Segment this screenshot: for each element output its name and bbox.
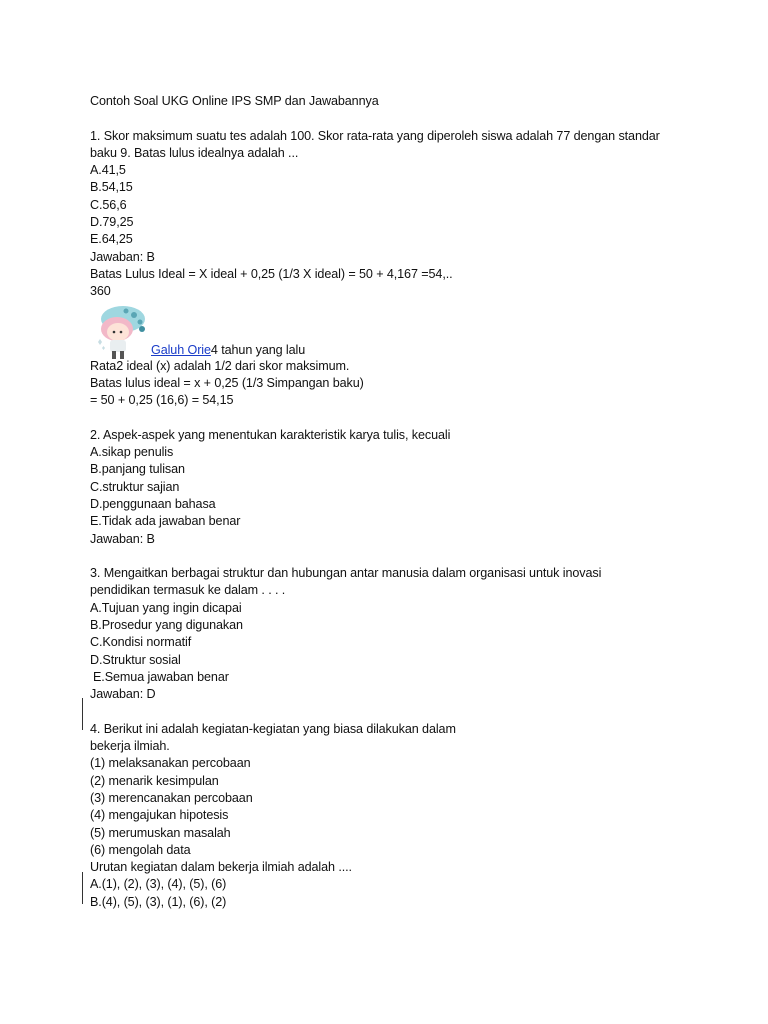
comment-line-3: = 50 + 0,25 (16,6) = 54,15 [90,393,234,408]
document-body [90,93,730,911]
q2-answer: Jawaban: B [90,531,155,546]
q2-text: 2. Aspek-aspek yang menentukan karakteristik karya tulis, kecuali [90,427,451,442]
q4-step-5: (5) merumuskan masalah [90,825,231,840]
q3-option-b: B.Prosedur yang digunakan [90,618,243,633]
document-title: Contoh Soal UKG Online IPS SMP dan Jawabannya [90,94,379,108]
comment [90,302,730,358]
q2-option-e: E.Tidak ada jawaban benar [90,514,241,529]
q3-option-d: D.Struktur sosial [90,652,181,667]
comment-line-1: Rata2 ideal (x) adalah 1/2 dari skor maksimum. [90,358,350,373]
q1-option-c: C.56,6 [90,197,127,212]
q4-step-4: (4) mengajukan hipotesis [90,808,229,823]
q1-option-b: B.54,15 [90,180,133,195]
comment-time: 4 tahun yang lalu [210,342,306,357]
q1-text-line1: 1. Skor maksimum suatu tes adalah 100. Skor rata-rata yang diperoleh siswa adalah 77 dengan standar [90,128,660,143]
q2-option-c: C.struktur sajian [90,479,180,494]
q4-text-line1: 4. Berikut ini adalah kegiatan-kegiatan yang biasa dilakukan dalam [90,721,456,736]
comment-meta [151,342,305,359]
text-caret-marker [82,698,83,730]
q4-step-1: (1) melaksanakan percobaan [90,756,251,771]
comment-author-link[interactable]: Galuh Orie [151,342,211,357]
q3-text-line1: 3. Mengaitkan berbagai struktur dan hubungan antar manusia dalam organisasi untuk inovasi [90,566,602,581]
q2-option-d: D.penggunaan bahasa [90,496,216,511]
comment-line-2: Batas lulus ideal = x + 0,25 (1/3 Simpangan baku) [90,375,364,390]
q1-text-line2: baku 9. Batas lulus idealnya adalah ... [90,145,299,160]
q3-text-line2: pendidikan termasuk ke dalam . . . . [90,583,286,598]
q1-answer: Jawaban: B [90,249,155,264]
q2-option-a: A.sikap penulis [90,445,174,460]
q3-option-e: E.Semua jawaban benar [93,669,229,684]
q1-option-a: A.41,5 [90,163,126,178]
q4-step-6: (6) mengolah data [90,842,191,857]
text-caret-marker [82,872,83,904]
q1-views: 360 [90,284,111,299]
q2-option-b: B.panjang tulisan [90,462,185,477]
q4-step-2: (2) menarik kesimpulan [90,773,219,788]
q3-answer: Jawaban: D [90,687,156,702]
avatar-icon[interactable] [90,302,150,360]
q4-prompt: Urutan kegiatan dalam bekerja ilmiah adalah .... [90,860,352,875]
q3-option-c: C.Kondisi normatif [90,635,192,650]
q4-text-line2: bekerja ilmiah. [90,739,170,754]
q1-option-d: D.79,25 [90,215,134,230]
q4-option-a: A.(1), (2), (3), (4), (5), (6) [90,877,227,892]
q4-option-b: B.(4), (5), (3), (1), (6), (2) [90,894,227,909]
q3-option-a: A.Tujuan yang ingin dicapai [90,600,242,615]
q4-step-3: (3) merencanakan percobaan [90,790,253,805]
q1-option-e: E.64,25 [90,232,133,247]
q1-explanation: Batas Lulus Ideal = X ideal + 0,25 (1/3 X ideal) = 50 + 4,167 =54,.. [90,266,453,281]
